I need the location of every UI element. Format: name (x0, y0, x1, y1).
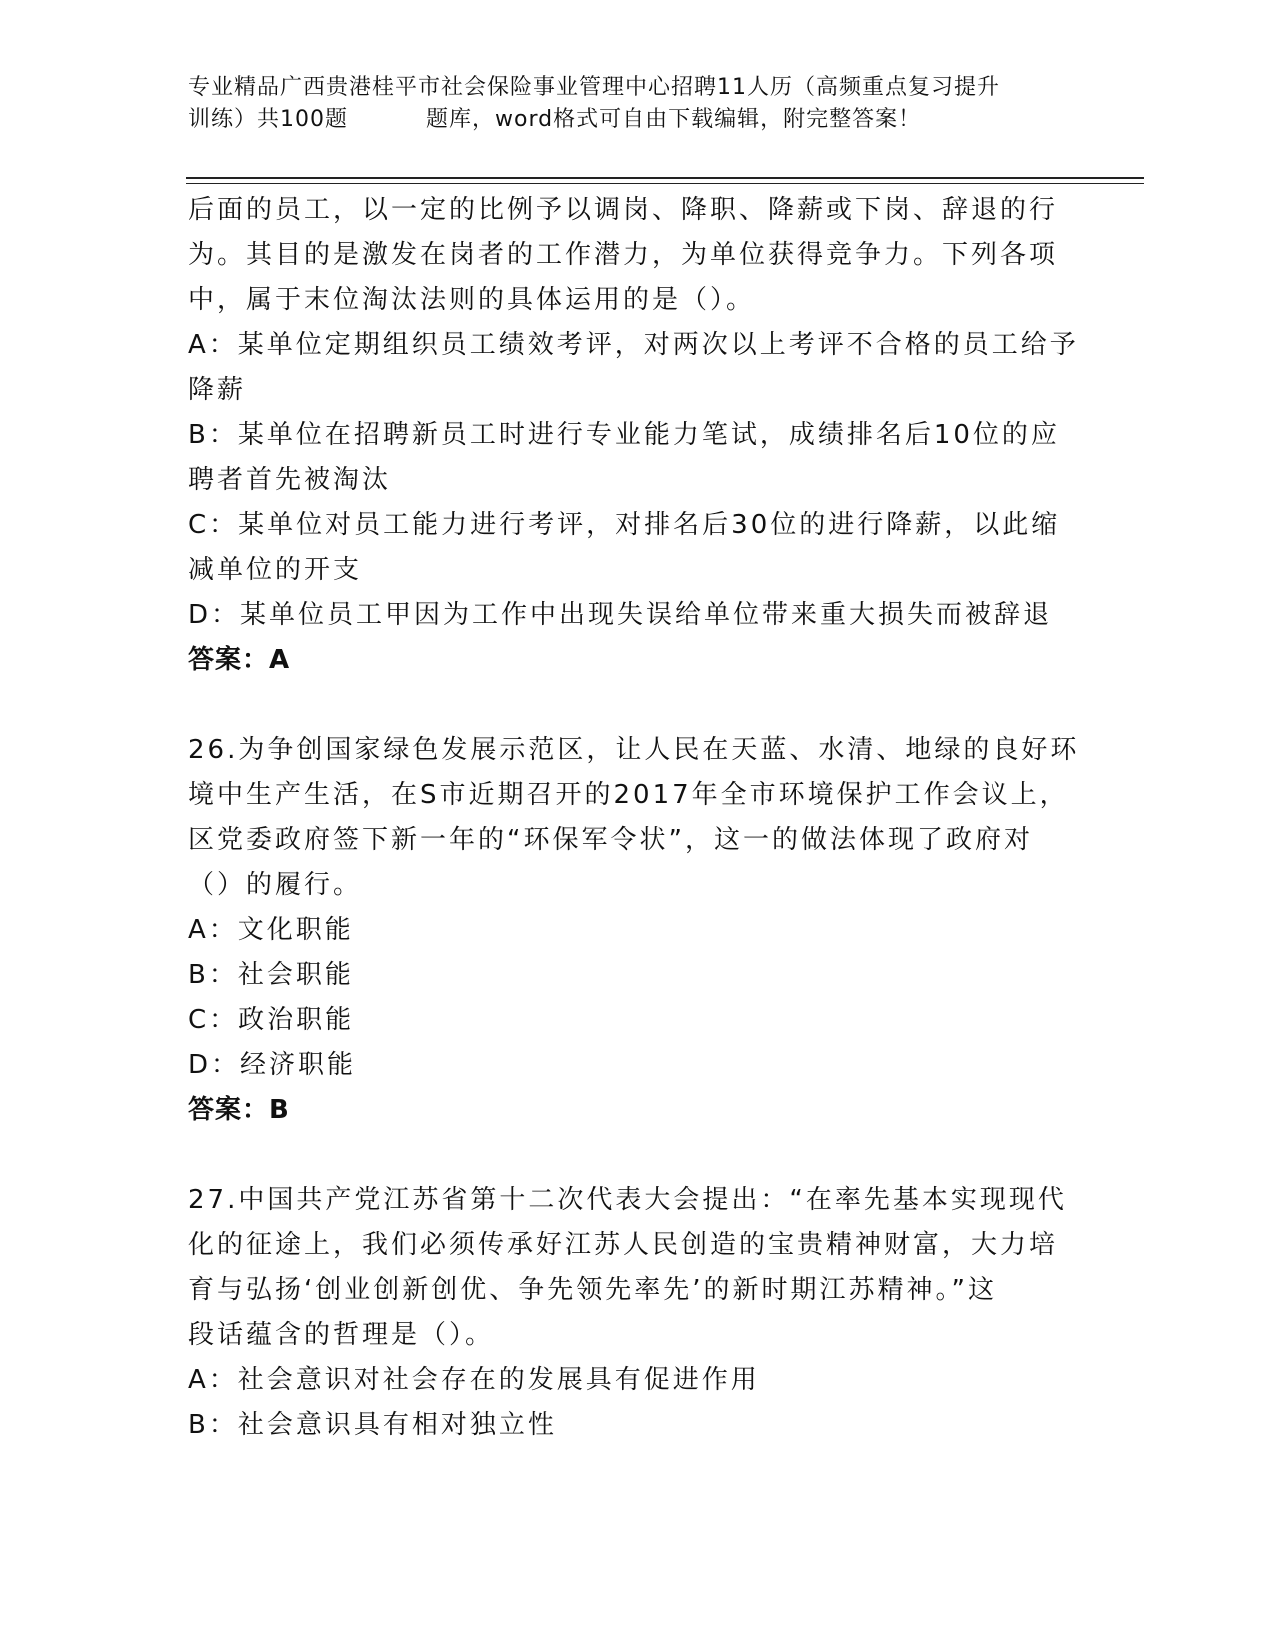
answer-label: 答案：B (188, 1095, 290, 1125)
question-text-line: 境中生产生活，在S市近期召开的2017年全市环境保护工作会议上， (188, 780, 1069, 810)
header-divider-thin (186, 183, 1144, 184)
option-line: 减单位的开支 (188, 555, 363, 585)
question-text-line: （）的履行。 (188, 870, 363, 900)
question-text-line: 中，属于末位淘汰法则的具体运用的是（）。 (188, 285, 756, 315)
option-b (188, 413, 1088, 503)
option-a (188, 323, 1088, 413)
option-line: C：某单位对员工能力进行考评，对排名后30位的进行降薪，以此缩 (188, 510, 1061, 540)
question-text-line: 为。其目的是激发在岗者的工作潜力，为单位获得竞争力。下列各项 (188, 240, 1059, 270)
option-line: B：某单位在招聘新员工时进行专业能力笔试，成绩排名后10位的应 (188, 420, 1060, 450)
option-line: 降薪 (188, 375, 247, 405)
header-line-1: 专业精品广西贵港桂平市社会保险事业管理中心招聘11人历（高频重点复习提升 (188, 75, 1000, 100)
question-25-continued (188, 188, 1088, 683)
document-body (188, 188, 1088, 1448)
option-d (188, 593, 1088, 638)
option-c (188, 503, 1088, 593)
question-text-line: 化的征途上，我们必须传承好江苏人民创造的宝贵精神财富，大力培 (188, 1230, 1059, 1260)
question-text-line: 区党委政府签下新一年的“环保军令状”，这一的做法体现了政府对 (188, 825, 1033, 855)
option-line: 聘者首先被淘汰 (188, 465, 392, 495)
question-text-line: 后面的员工，以一定的比例予以调岗、降职、降薪或下岗、辞退的行 (188, 195, 1059, 225)
option-line: A：某单位定期组织员工绩效考评，对两次以上考评不合格的员工给予 (188, 330, 1079, 360)
option-b: B：社会职能 (188, 960, 354, 990)
option-line: D：某单位员工甲因为工作中出现失误给单位带来重大损失而被辞退 (188, 600, 1053, 630)
option-b: B：社会意识具有相对独立性 (188, 1410, 557, 1440)
option-d: D：经济职能 (188, 1050, 357, 1080)
question-text-line: 育与弘扬‘创业创新创优、争先领先率先’的新时期江苏精神。”这 (188, 1275, 997, 1305)
question-26 (188, 728, 1088, 1133)
header-divider-thick (186, 177, 1144, 179)
question-text-line: 段话蕴含的哲理是（）。 (188, 1320, 495, 1350)
question-text-line: 27.中国共产党江苏省第十二次代表大会提出：“在率先基本实现现代 (188, 1185, 1067, 1215)
question-27 (188, 1178, 1088, 1448)
answer-label: 答案：A (188, 645, 291, 675)
option-a: A：文化职能 (188, 915, 354, 945)
page-header (188, 72, 1068, 136)
header-line-2-right: 题库，word格式可自由下载编辑，附完整答案！ (426, 107, 922, 132)
option-c: C：政治职能 (188, 1005, 355, 1035)
option-a: A：社会意识对社会存在的发展具有促进作用 (188, 1365, 760, 1395)
header-line-2-left: 训练）共100题 (188, 107, 348, 132)
question-text-line: 26.为争创国家绿色发展示范区，让人民在天蓝、水清、地绿的良好环 (188, 735, 1080, 765)
